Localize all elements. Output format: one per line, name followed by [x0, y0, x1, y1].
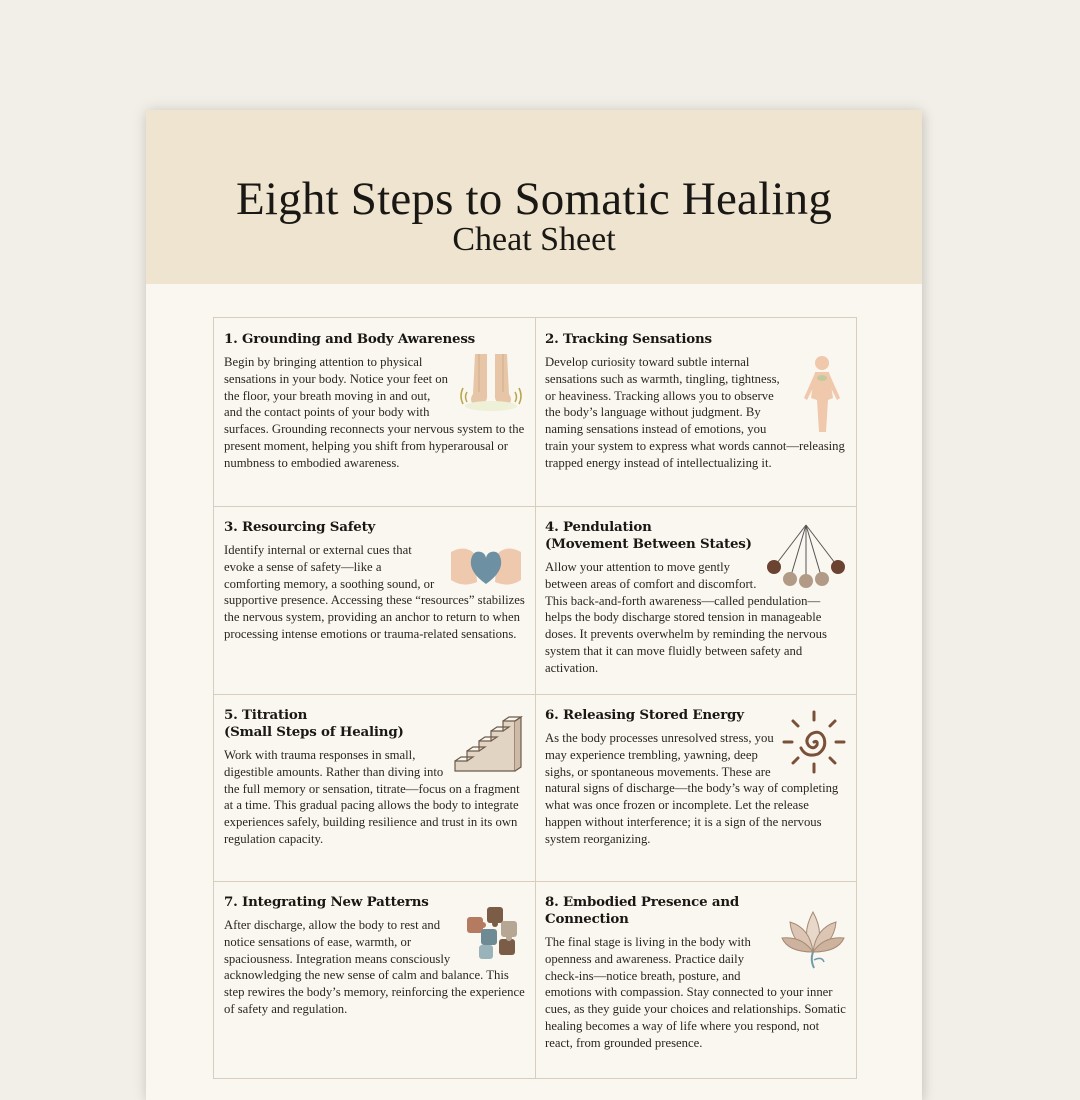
step-description: Develop curiosity toward subtle internal sensations such as warmth, tingling, tightness, or heaviness. Tracking allows you to observe the body’s language without judgment. By naming sensations instead of emotions, you train your system to express what words cannot—releasing trapped energy instead of intellectualizing it.: [545, 355, 845, 470]
step-card-5: [214, 694, 535, 882]
step-card-8: [535, 881, 856, 1069]
step-description: After discharge, allow the body to rest and notice sensations of ease, warmth, or spaciousness. Integration means consciously acknowledging the new sense of calm and balance. This step rewires the body’s memory, reinforcing the experience of safety and regulation.: [224, 918, 525, 1016]
header-band: [146, 110, 922, 284]
step-title: 1. Grounding and Body Awareness: [224, 331, 475, 347]
page-subtitle: Cheat Sheet: [452, 221, 616, 258]
step-title: 6. Releasing Stored Energy: [545, 707, 744, 723]
step-description: Allow your attention to move gently between areas of comfort and discomfort. This back-and-forth awareness—called pendulation—helps the body discharge stored tension in manageable doses. It prevents overwhelm by reminding the nervous system that it can move fluidly between safety and activation.: [545, 560, 827, 675]
page-title: Eight Steps to Somatic Healing: [235, 173, 833, 225]
pendulum-icon: [766, 523, 846, 589]
lotus-icon: [780, 906, 846, 970]
hands-heart-icon: [447, 542, 525, 590]
step-card-6: [535, 694, 856, 882]
cheat-sheet-page: [146, 110, 922, 1100]
step-description: Work with trauma responses in small, digestible amounts. Rather than diving into the full memory or sensation, titrate—focus on a fragment at a time. This gradual pacing allows the body to integrate experiences safely, building resilience and trust in its own regulation capacity.: [224, 748, 520, 846]
puzzle-icon: [463, 905, 525, 963]
step-card-7: [214, 881, 535, 1069]
step-title: 4. Pendulation (Movement Between States): [545, 519, 752, 552]
step-card-2: [535, 318, 856, 506]
body-figure-icon: [798, 354, 846, 434]
step-title: 5. Titration (Small Steps of Healing): [224, 707, 404, 740]
feet-icon: [457, 354, 525, 416]
step-description: As the body processes unresolved stress, you may experience trembling, yawning, deep sighs, or spontaneous movements. These are natural signs of discharge—the body’s way of completing what was once frozen or incomplete. Let the release happen without interference; it is a sign of the nervous system reorganizing.: [545, 731, 839, 846]
stairs-icon: [453, 715, 525, 773]
step-title: 2. Tracking Sensations: [545, 331, 712, 347]
step-title: 3. Resourcing Safety: [224, 519, 376, 535]
steps-grid: [213, 317, 857, 1079]
step-card-3: [214, 506, 535, 694]
spiral-sun-icon: [782, 710, 846, 774]
step-title: 8. Embodied Presence and Connection: [545, 894, 740, 927]
step-title: 7. Integrating New Patterns: [224, 894, 429, 910]
step-card-1: [214, 318, 535, 506]
step-description: Begin by bringing attention to physical sensations in your body. Notice your feet on the floor, your breath moving in and out, and the contact points of your body with surfaces. Grounding reconnects your nervous system to the present moment, helping you shift from hyperarousal or numbness to embodied awareness.: [224, 355, 525, 470]
step-description: Identify internal or external cues that evoke a sense of safety—like a comforting memory, a soothing sound, or supportive presence. Accessing these “resources” stabilizes the nervous system, providing an anchor to return to when processing intense emotions or trauma-related sensations.: [224, 543, 525, 641]
step-card-4: [535, 506, 856, 694]
step-description: The final stage is living in the body with openness and awareness. Practice daily check-ins—notice breath, posture, and emotions with compassion. Stay connected to your inner cues, as they guide your choices and relationships. Somatic healing becomes a way of life where you respond, not react, from grounded presence.: [545, 935, 846, 1050]
